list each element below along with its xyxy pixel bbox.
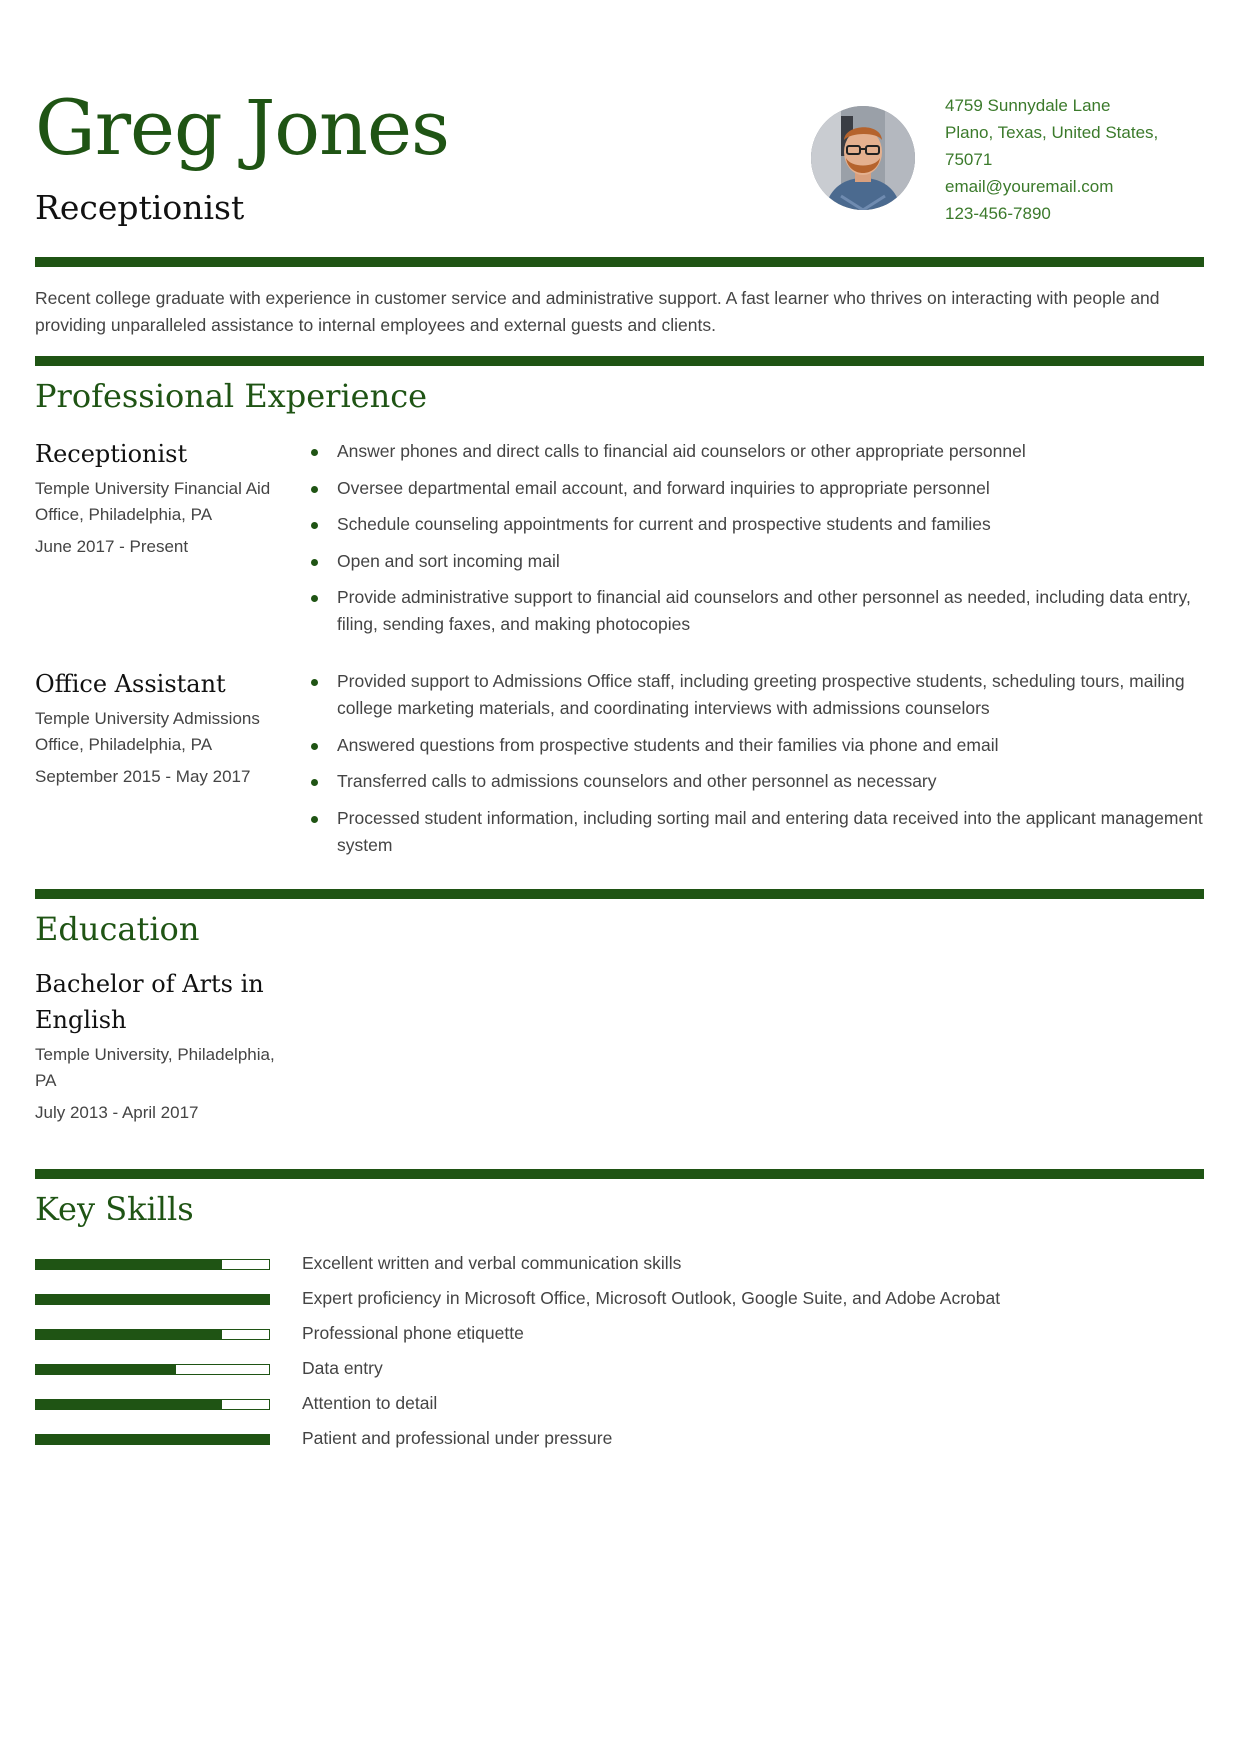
list-item: Oversee departmental email account, and forward inquiries to appropriate personnel: [305, 475, 1205, 502]
skill-level-bar: [35, 1364, 270, 1375]
skill-level-fill: [36, 1295, 269, 1304]
list-item: Open and sort incoming mail: [305, 548, 1205, 575]
skill-item: [35, 1322, 1204, 1357]
address-line-1: 4759 Sunnydale Lane: [945, 96, 1111, 115]
skill-level-bar: [35, 1399, 270, 1410]
address-line-3: 75071: [945, 150, 993, 169]
address-line-2: Plano, Texas, United States,: [945, 123, 1159, 142]
section-title-experience: Professional Experience: [35, 377, 428, 415]
experience-org: Temple University Financial Aid Office, Philadelphia, PA: [35, 479, 271, 524]
experience-meta: [35, 666, 280, 790]
divider: [35, 356, 1204, 366]
experience-dates: June 2017 - Present: [35, 537, 189, 556]
skill-level-fill: [36, 1400, 222, 1409]
list-item: Provided support to Admissions Office staff, including greeting prospective students, scheduling tours, mailing college marketing materials, and coordinating interviews with admissions counselors: [305, 668, 1205, 722]
education-school: Temple University, Philadelphia, PA: [35, 1045, 275, 1090]
skill-item: [35, 1357, 1204, 1392]
skill-item: [35, 1252, 1204, 1287]
skills-list: [35, 1252, 1204, 1462]
experience-bullets: [305, 668, 1205, 868]
skill-item: [35, 1392, 1204, 1427]
skill-item: [35, 1427, 1204, 1462]
email-link[interactable]: email@youremail.com: [945, 177, 1114, 196]
list-item: Schedule counseling appointments for current and prospective students and families: [305, 511, 1205, 538]
section-title-skills: Key Skills: [35, 1190, 194, 1228]
skill-level-fill: [36, 1260, 222, 1269]
skill-label: Professional phone etiquette: [302, 1323, 524, 1343]
divider: [35, 257, 1204, 267]
skill-item: [35, 1287, 1204, 1322]
skill-label: Attention to detail: [302, 1393, 438, 1413]
skill-label: Excellent written and verbal communication skills: [302, 1253, 682, 1273]
list-item: Provide administrative support to financial aid counselors and other personnel as needed, including data entry, filing, sending faxes, and making photocopies: [305, 584, 1205, 638]
skill-level-fill: [36, 1330, 222, 1339]
skill-level-fill: [36, 1435, 269, 1444]
education-degree: Bachelor of Arts in English: [35, 970, 264, 1034]
experience-org: Temple University Admissions Office, Philadelphia, PA: [35, 709, 260, 754]
contact-block: [945, 92, 1215, 227]
skill-level-bar: [35, 1259, 270, 1270]
skill-label: Data entry: [302, 1358, 383, 1378]
skill-level-bar: [35, 1294, 270, 1305]
skill-level-fill: [36, 1365, 176, 1374]
phone-number: 123-456-7890: [945, 204, 1051, 223]
candidate-title: Receptionist: [35, 188, 245, 227]
experience-dates: September 2015 - May 2017: [35, 767, 251, 786]
list-item: Answered questions from prospective students and their families via phone and email: [305, 732, 1205, 759]
skill-level-bar: [35, 1434, 270, 1445]
list-item: Processed student information, including sorting mail and entering data received into the applicant management system: [305, 805, 1205, 859]
experience-role: Office Assistant: [35, 670, 226, 698]
list-item: Transferred calls to admissions counselors and other personnel as necessary: [305, 768, 1205, 795]
skill-label: Expert proficiency in Microsoft Office, Microsoft Outlook, Google Suite, and Adobe Acrobat: [302, 1288, 1001, 1308]
education-meta: [35, 966, 280, 1126]
profile-photo: [811, 106, 915, 210]
skill-level-bar: [35, 1329, 270, 1340]
education-dates: July 2013 - April 2017: [35, 1103, 199, 1122]
divider: [35, 1169, 1204, 1179]
summary-text: Recent college graduate with experience in customer service and administrative support. A fast learner who thrives on interacting with people and providing unparalleled assistance to internal employees and external guests and clients.: [35, 288, 1160, 335]
skill-label: Patient and professional under pressure: [302, 1428, 613, 1448]
list-item: Answer phones and direct calls to financial aid counselors or other appropriate personnel: [305, 438, 1205, 465]
divider: [35, 889, 1204, 899]
experience-meta: [35, 436, 280, 560]
candidate-name: Greg Jones: [35, 83, 449, 172]
experience-bullets: [305, 438, 1205, 648]
experience-role: Receptionist: [35, 440, 188, 468]
section-title-education: Education: [35, 910, 200, 948]
